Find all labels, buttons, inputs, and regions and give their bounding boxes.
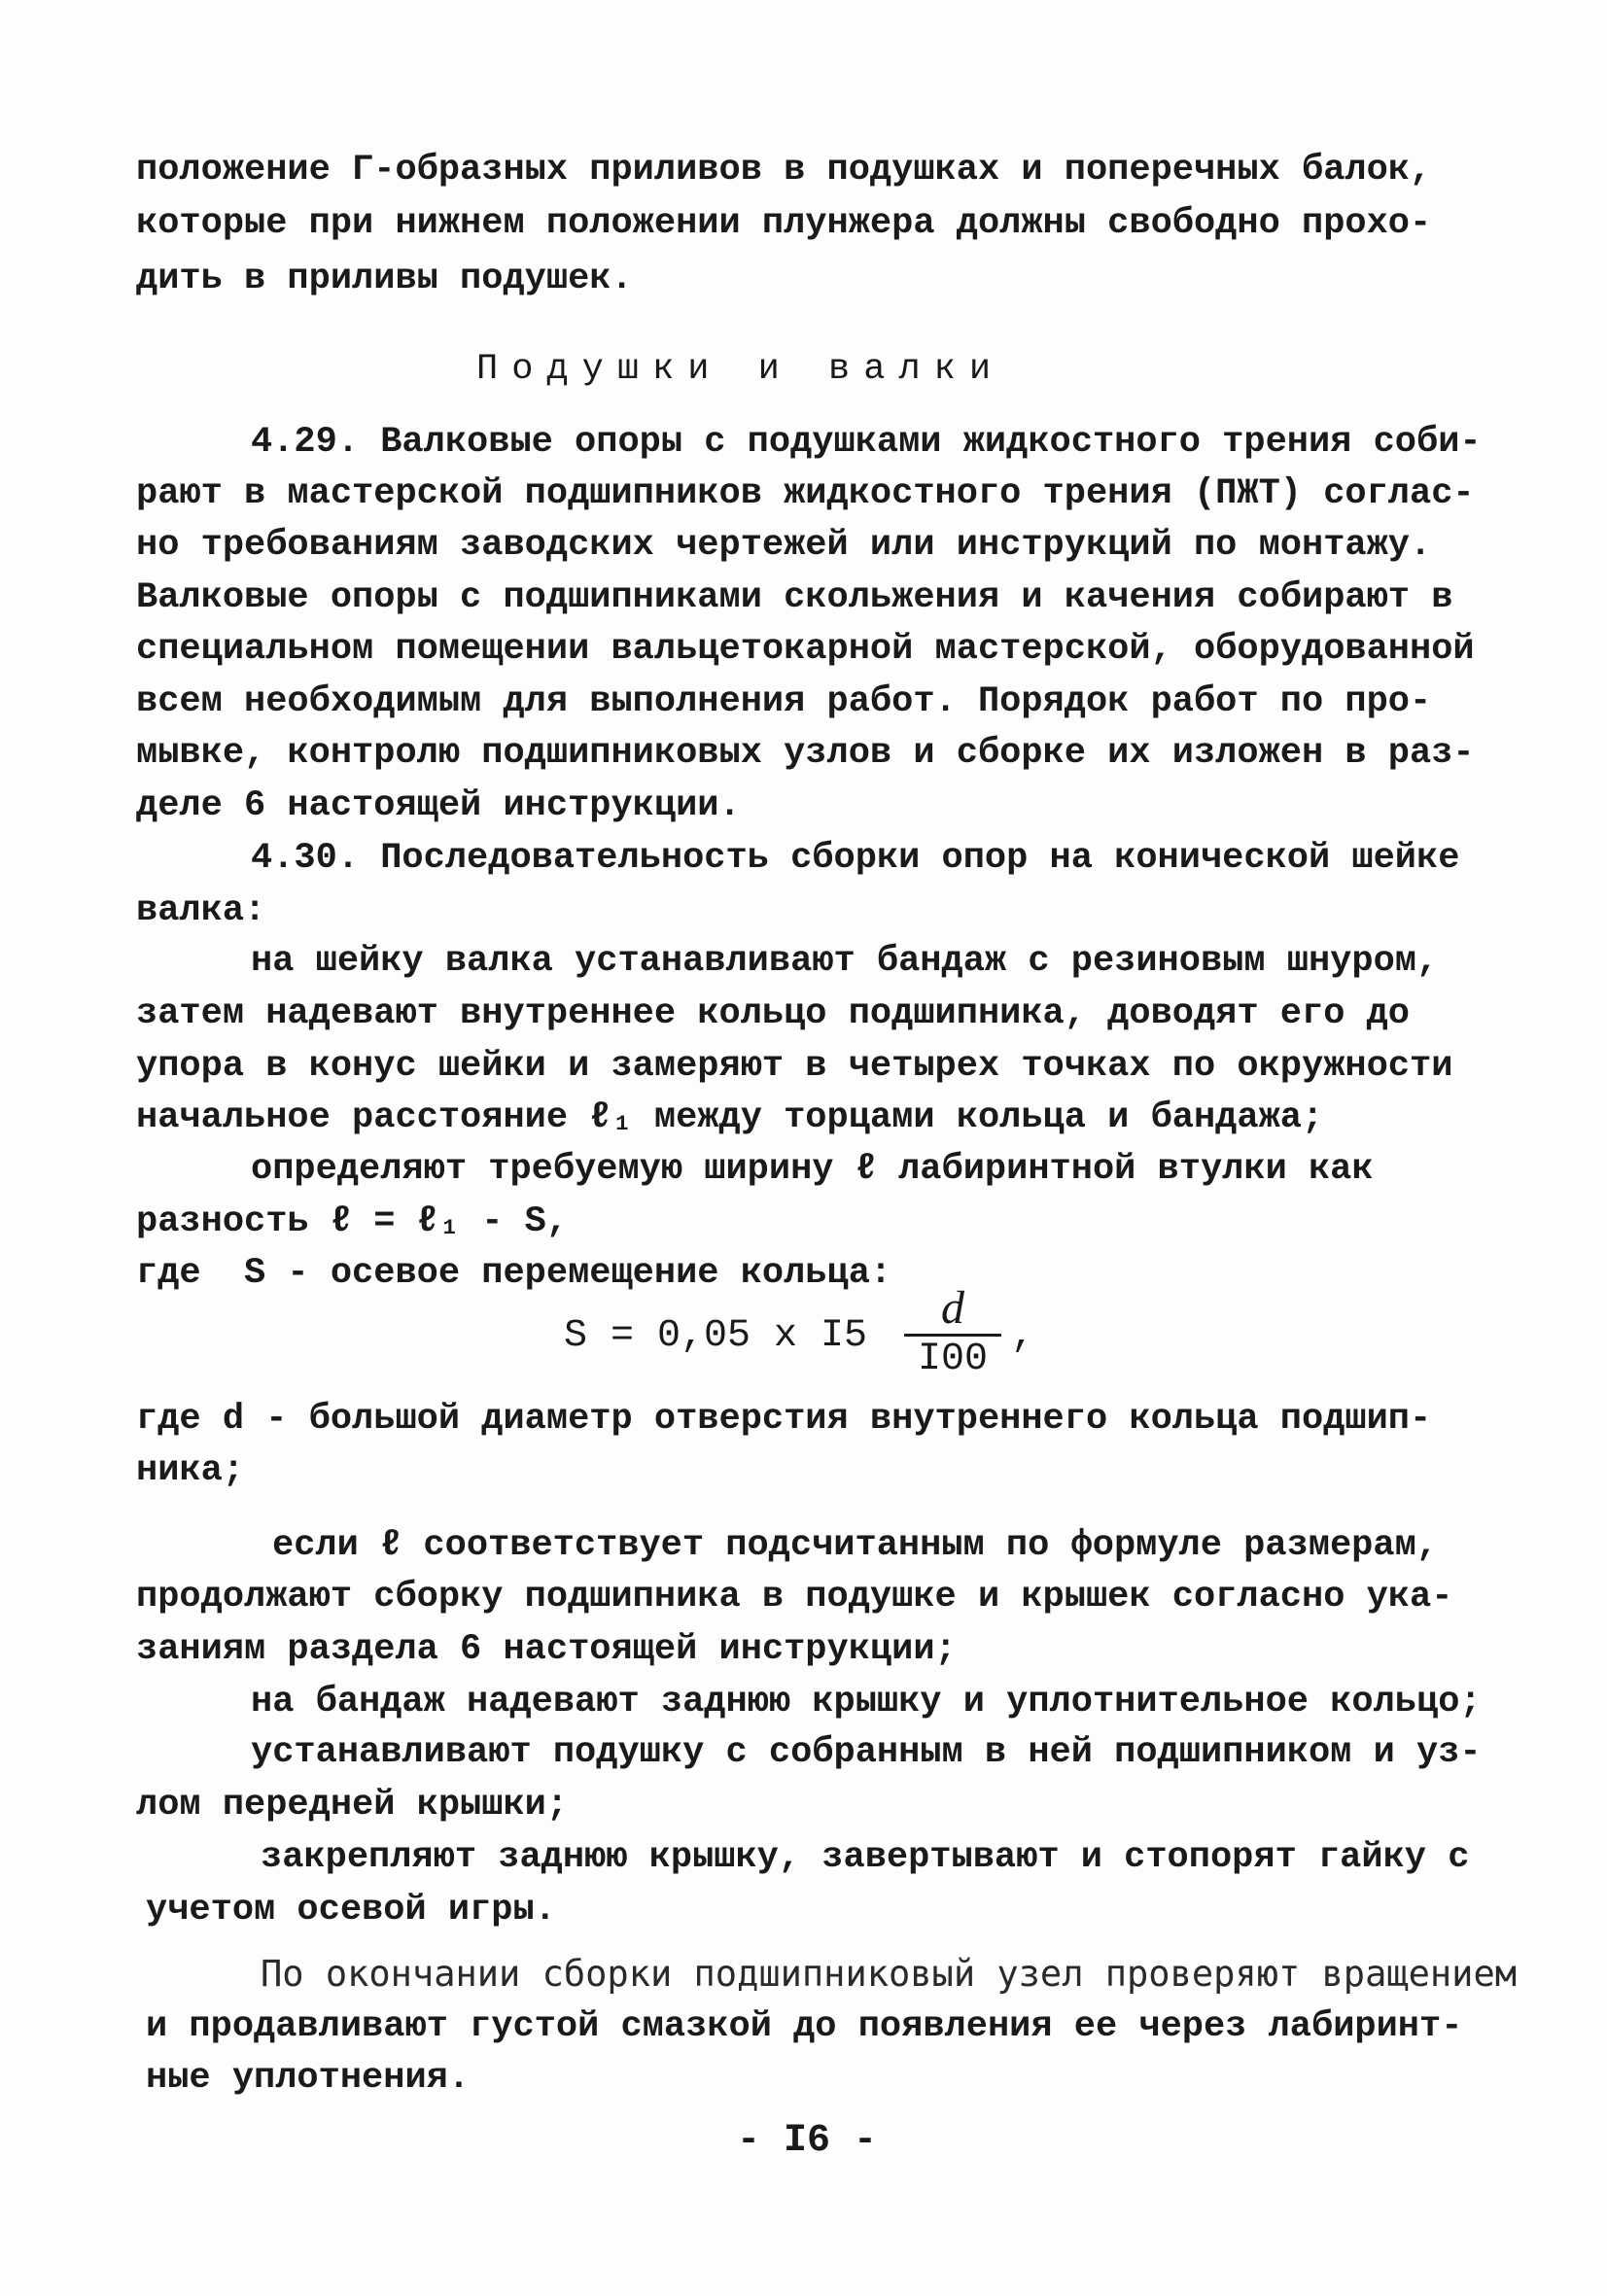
formula-line: S = 0,05 x I5 <box>564 1314 868 1358</box>
text-line: валка: <box>136 890 266 931</box>
text-line: всем необходимым для выполнения работ. Порядок работ по про- <box>136 681 1432 722</box>
fraction-denominator: I00 <box>917 1338 988 1381</box>
text-line: определяют требуемую ширину ℓ лабиринтной втулки как <box>251 1149 1374 1190</box>
text-line: 4.29. Валковые опоры с подушками жидкостного трения соби- <box>251 422 1482 463</box>
text-line: на бандаж надевают заднюю крышку и уплотнительное кольцо; <box>251 1682 1482 1722</box>
text-line: на шейку валка устанавливают бандаж с резиновым шнуром, <box>251 941 1439 982</box>
text-line: где S - осевое перемещение кольца: <box>136 1253 892 1294</box>
text-line: Валковые опоры с подшипниками скольжения и качения собирают в <box>136 577 1453 618</box>
text-line: которые при нижнем положении плунжера должны свободно прохо- <box>136 203 1432 244</box>
text-line: рают в мастерской подшипников жидкостного трения (ПЖТ) соглас- <box>136 473 1475 514</box>
text-line: продолжают сборку подшипника в подушке и крышек согласно ука- <box>136 1577 1453 1618</box>
formula-fraction <box>904 1282 1001 1381</box>
text-line: лом передней крышки; <box>136 1785 569 1826</box>
text-line: 4.30. Последовательность сборки опор на конической шейке <box>251 838 1460 879</box>
page-number: - I6 - <box>737 2119 878 2163</box>
text-line: затем надевают внутреннее кольцо подшипника, доводят его до <box>136 993 1411 1034</box>
fraction-numerator: d <box>941 1282 964 1334</box>
fraction-bar <box>904 1334 1001 1337</box>
section-heading: Подушки и валки <box>476 349 1005 390</box>
text-line: дить в приливы подушек. <box>136 259 633 299</box>
text-line: и продавливают густой смазкой до появления ее через лабиринт- <box>146 2006 1463 2047</box>
text-line: устанавливают подушку с собранным в ней подшипником и уз- <box>251 1732 1482 1773</box>
text-line: По окончании сборки подшипниковый узел проверяют вращением <box>261 1953 1518 1995</box>
text-line: где d - большой диаметр отверстия внутреннего кольца подшип- <box>136 1399 1432 1440</box>
text-line: ные уплотнения. <box>146 2058 471 2099</box>
text-line: положение Г-образных приливов в подушках и поперечных балок, <box>136 150 1432 191</box>
text-line: разность ℓ = ℓ₁ - S, <box>136 1201 569 1242</box>
text-line: закрепляют заднюю крышку, завертывают и стопорят гайку с <box>261 1837 1470 1878</box>
text-line: упора в конус шейки и замеряют в четырех точках по окружности <box>136 1046 1453 1087</box>
text-line: заниям раздела 6 настоящей инструкции; <box>136 1629 957 1670</box>
text-line: учетом осевой игры. <box>146 1890 556 1931</box>
formula-comma: , <box>1011 1314 1035 1358</box>
text-line: но требованиям заводских чертежей или инструкций по монтажу. <box>136 525 1432 566</box>
text-line: ника; <box>136 1450 245 1491</box>
text-line: начальное расстояние ℓ₁ между торцами кольца и бандажа; <box>136 1097 1324 1138</box>
text-line: деле 6 настоящей инструкции. <box>136 785 741 826</box>
text-line: специальном помещении вальцетокарной мастерской, оборудованной <box>136 629 1475 670</box>
text-line: мывке, контролю подшипниковых узлов и сборке их изложен в раз- <box>136 733 1475 774</box>
text-line: если ℓ соответствует подсчитанным по формуле размерам, <box>272 1525 1438 1566</box>
